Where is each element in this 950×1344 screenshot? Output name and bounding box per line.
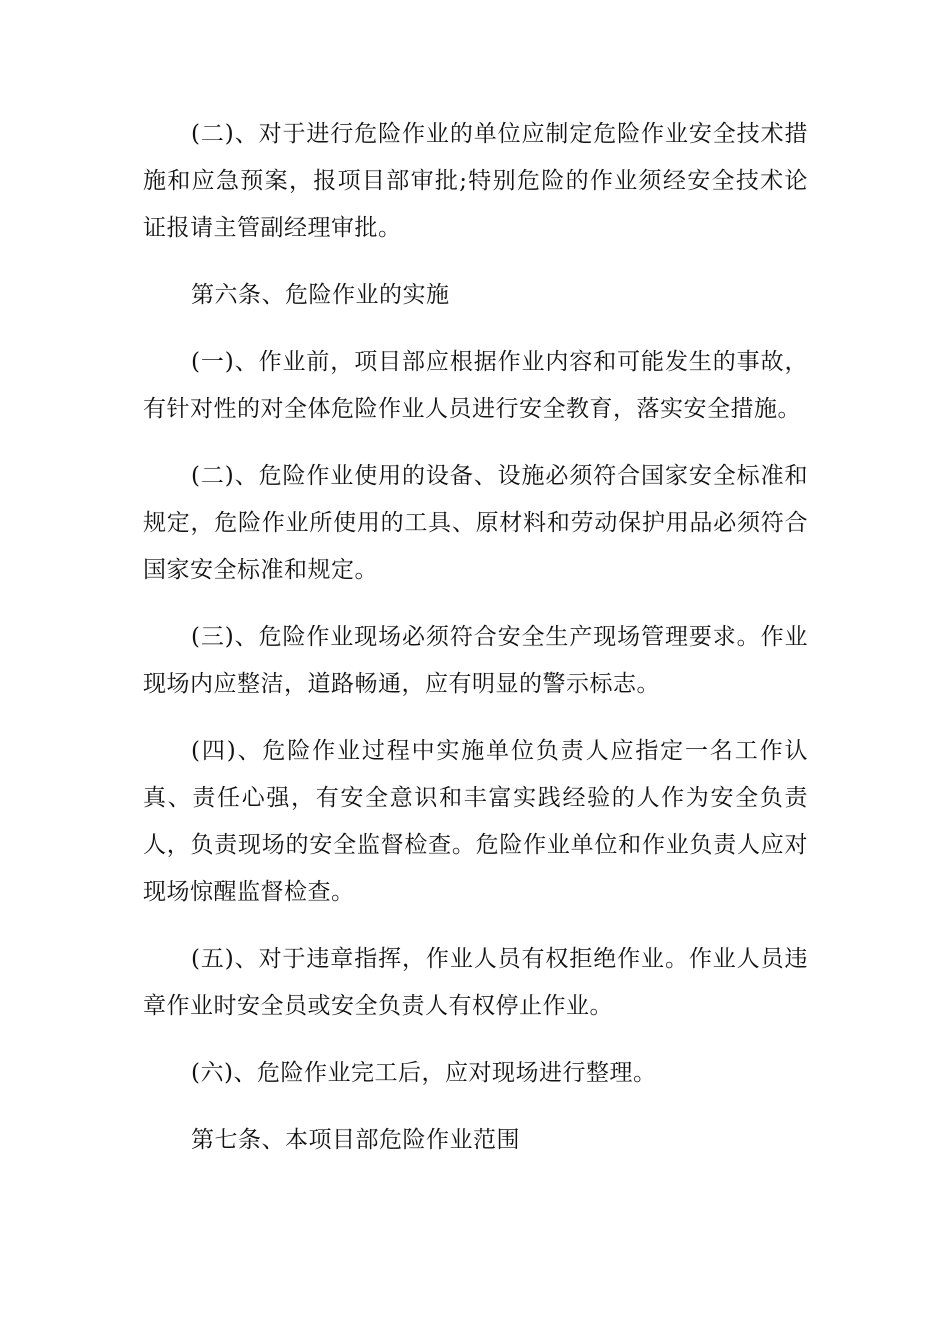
paragraph-clause-4-supervision: (四)、危险作业过程中实施单位负责人应指定一名工作认真、责任心强，有安全意识和丰富实践经验的人作为安全负责人，负责现场的安全监督检查。危险作业单位和作业负责人应对现场惊醒监督检查。 bbox=[143, 738, 808, 905]
heading-article-6: 第六条、危险作业的实施 bbox=[191, 282, 450, 308]
paragraph-clause-3-site: (三)、危险作业现场必须符合安全生产现场管理要求。作业现场内应整洁，道路畅通，应有明显的警示标志。 bbox=[143, 624, 808, 697]
paragraph-clause-2-measures: (二)、对于进行危险作业的单位应制定危险作业安全技术措施和应急预案，报项目部审批;特别危险的作业须经安全技术论证报请主管副经理审批。 bbox=[143, 121, 808, 241]
heading-article-7: 第七条、本项目部危险作业范围 bbox=[191, 1127, 520, 1153]
paragraph-clause-2-equipment: (二)、危险作业使用的设备、设施必须符合国家安全标准和规定，危险作业所使用的工具、原材料和劳动保护用品必须符合国家安全标准和规定。 bbox=[143, 463, 808, 583]
paragraph-clause-6-completion: (六)、危险作业完工后，应对现场进行整理。 bbox=[191, 1060, 657, 1086]
paragraph-clause-1-before-work: (一)、作业前，项目部应根据作业内容和可能发生的事故，有针对性的对全体危险作业人员进行安全教育，落实安全措施。 bbox=[143, 349, 808, 422]
document-body bbox=[143, 111, 808, 1184]
paragraph-clause-5-refusal: (五)、对于违章指挥，作业人员有权拒绝作业。作业人员违章作业时安全员或安全负责人有权停止作业。 bbox=[143, 946, 808, 1019]
